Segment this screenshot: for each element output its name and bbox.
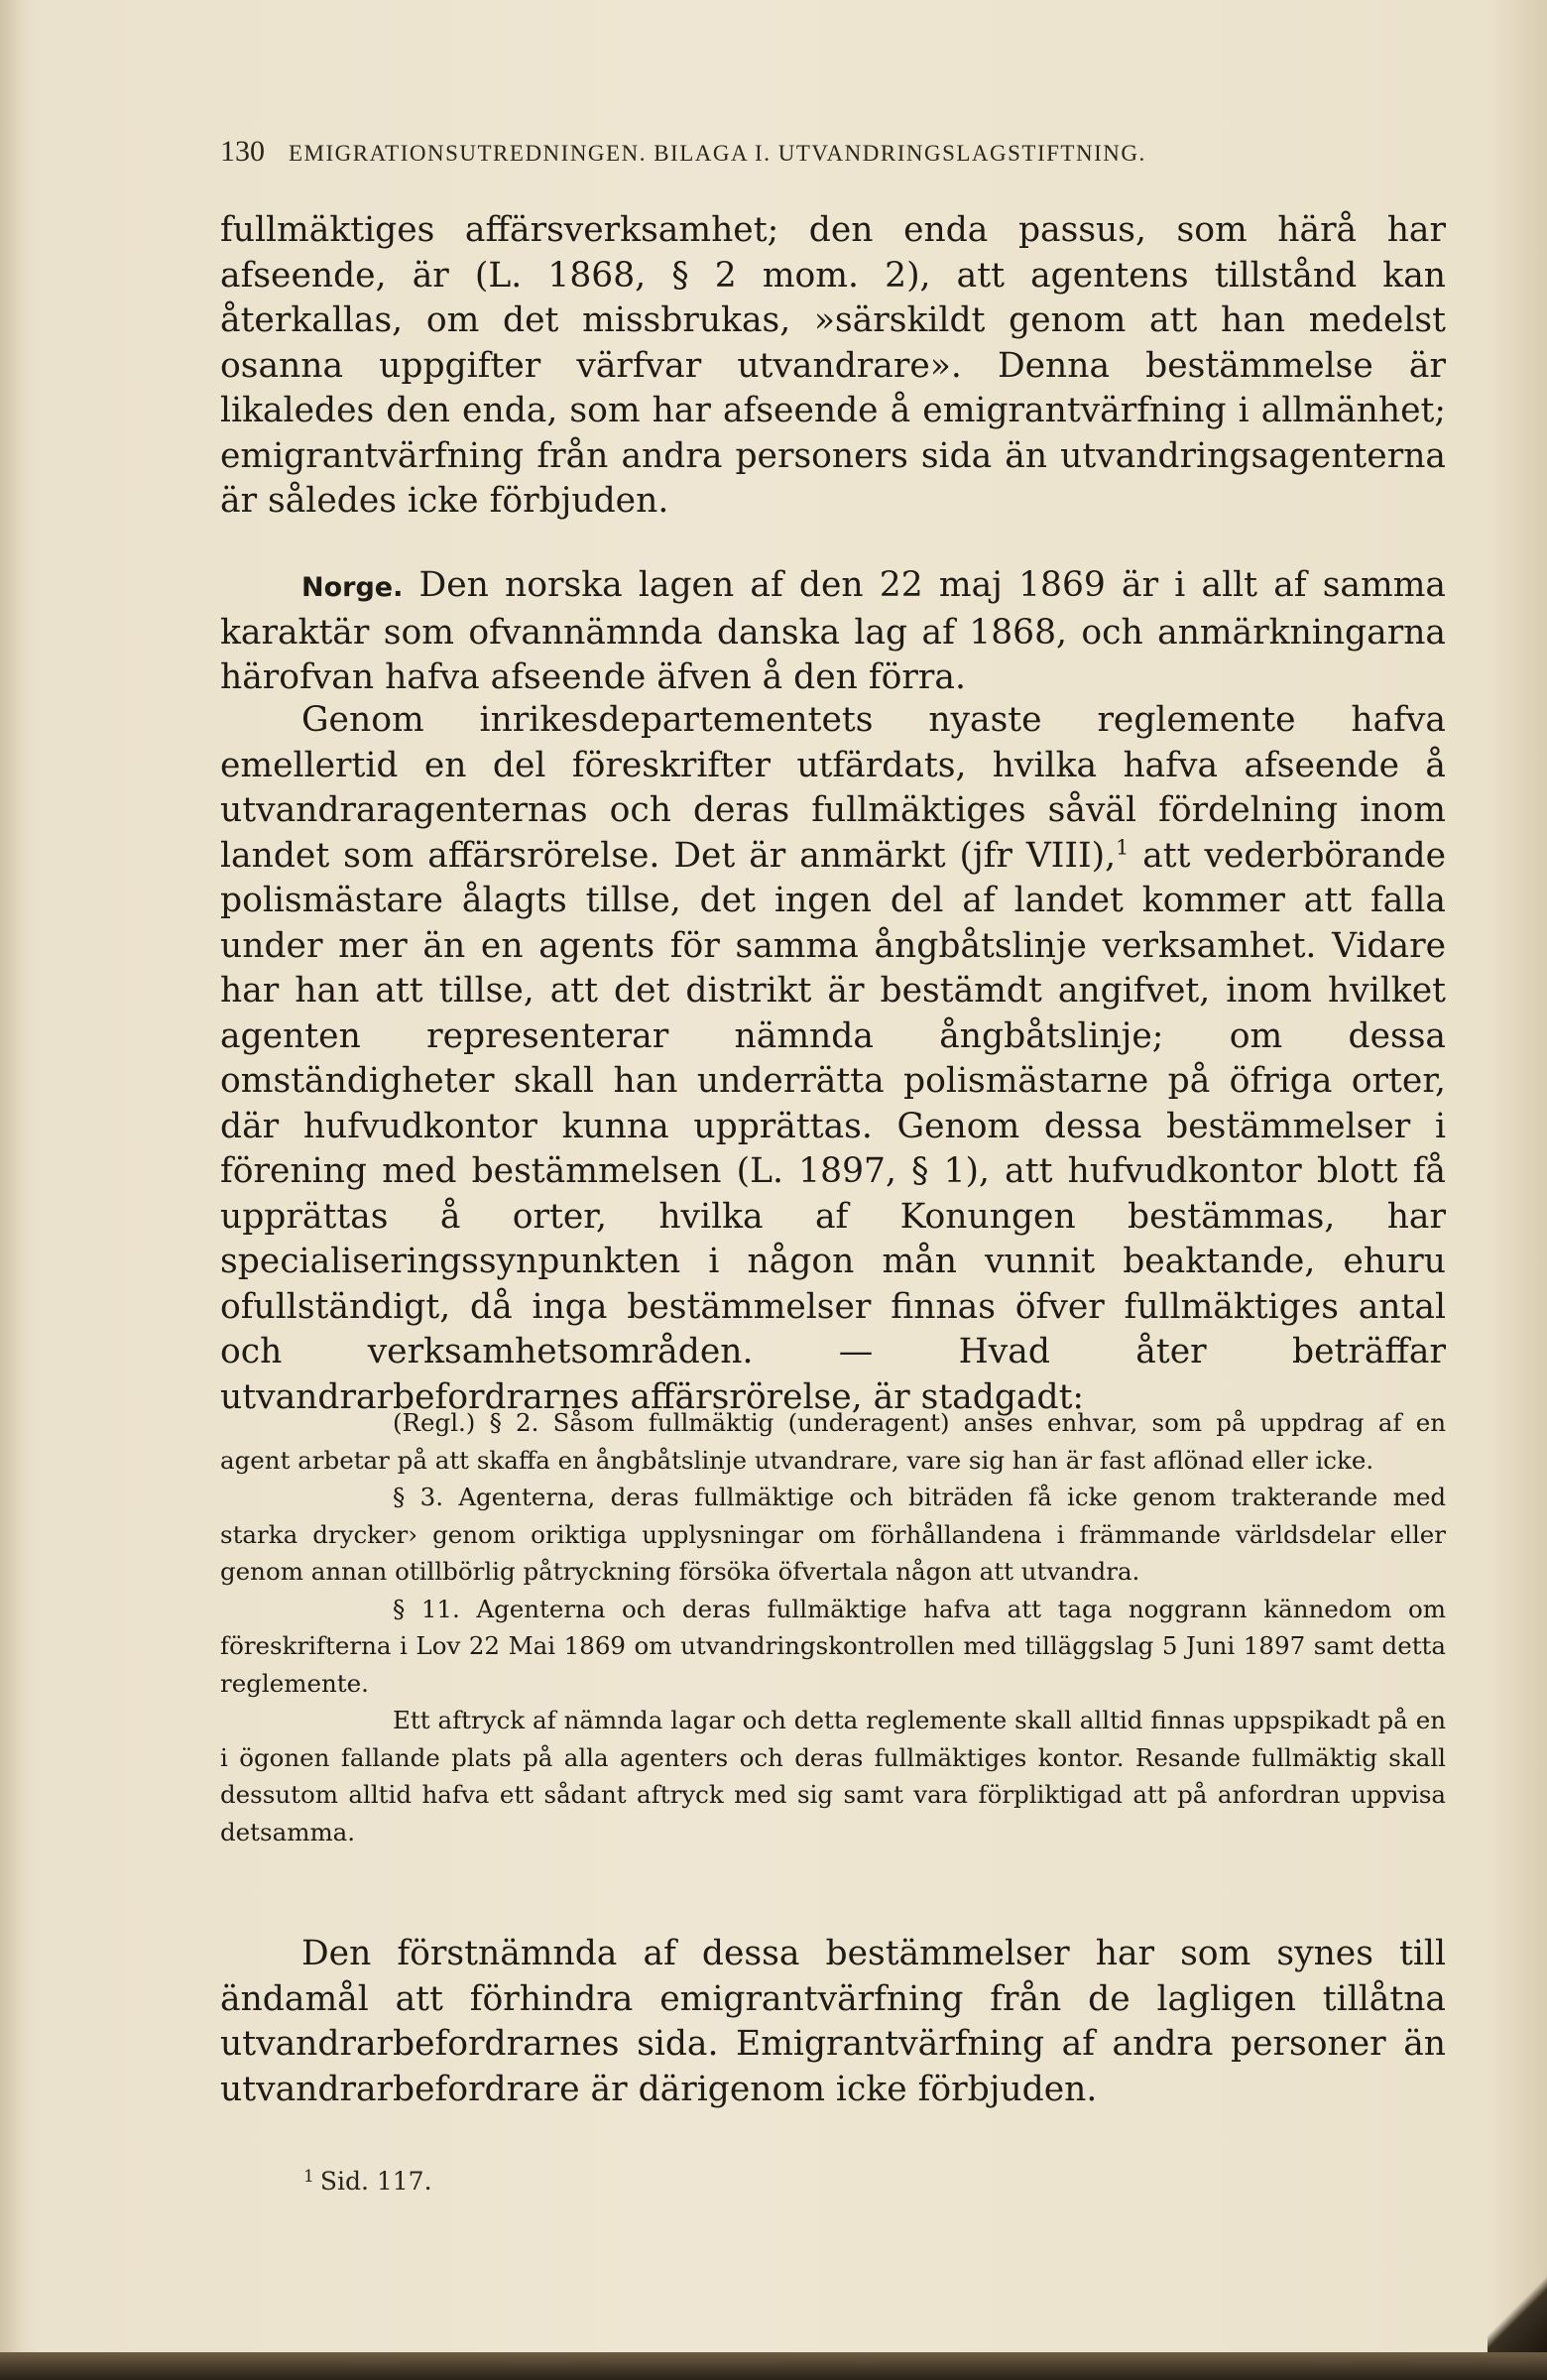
quoted-regulations: [220, 1404, 1446, 1850]
norge-label: Norge.: [301, 572, 404, 603]
footnote-text: Sid. 117.: [319, 2167, 432, 2196]
paragraph-1: fullmäktiges affärsverksamhet; den enda passus, som härå har afseende, är (L. 1868, § 2 mom. 2), att agentens tillstånd kan återkallas, om det missbrukas, »särskildt genom att han medelst osanna uppgifter värfvar utvandrare». Denna bestämmelse är likaledes den enda, som har afseende å emigrantvärfning i allmänhet; emigrantvärfning från andra personers sida än utvandringsagenterna är således icke förbjuden.: [220, 210, 1446, 521]
page-corner-curl: [1488, 2271, 1547, 2354]
book-spine-shadow: [0, 0, 24, 2380]
norge-text: Den norska lagen af den 22 maj 1869 är i allt af samma karaktär som ofvannämnda danska lag af 1868, och anmärkningarna härofvan hafva afseende äfven å den förra.: [220, 565, 1446, 697]
paragraph-4: Den förstnämnda af dessa bestämmelser har som synes till ändamål att förhindra emigrantvärfning från de lagligen tillåtna utvandrarbefordrarnes sida. Emigrantvärfning af andra personer än utvandrarbefordrare är därigenom icke förbjuden.: [220, 1934, 1446, 2109]
page-number: 130: [220, 135, 265, 168]
paragraph-norge: [220, 563, 1446, 701]
footnote-marker: 1: [303, 2167, 314, 2187]
running-head: [220, 135, 1446, 169]
regulation-posting-note: Ett aftryck af nämnda lagar och detta reglemente skall alltid finnas uppspikadt på en i ögonen fallande plats på alla agenters och deras fullmäktiges kontor. Resande fullmäktig skall dessutom alltid hafva ett sådant aftryck med sig samt vara förpliktigad att på anfordran uppvisa detsamma.: [220, 1706, 1446, 1846]
regulation-section-11: § 11. Agenterna och deras fullmäktige hafva att taga noggrann kännedom om föreskrifterna i Lov 22 Mai 1869 om utvandringskontrollen med tilläggslag 5 Juni 1897 samt detta reglemente.: [220, 1594, 1446, 1698]
bottom-edge-shadow: [0, 2352, 1547, 2380]
regulation-section-2: (Regl.) § 2. Såsom fullmäktig (underagent) anses enhvar, som på uppdrag af en agent arbetar på att skaffa en ångbåtslinje utvandrare, vare sig han är fast aflönad eller icke.: [220, 1408, 1446, 1475]
footnote-ref: 1: [1116, 835, 1130, 859]
paragraph-3-part-a: Genom inrikesdepartementets nyaste reglemente hafva emellertid en del föreskrifter utfärdats, hvilka hafva afseende å utvandraragenternas och deras fullmäktiges såväl fördelning inom landet som affärsrörelse. Det är anmärkt (jfr VIII),: [220, 700, 1446, 876]
footnote: [303, 2167, 432, 2196]
paragraph-3-part-b: att vederbörande polismästare ålagts tillse, det ingen del af landet kommer att falla under mer än en agents för samma ångbåtslinje verksamhet. Vidare har han att tillse, att det distrikt är bestämdt angifvet, inom hvilket agenten representerar nämnda ångbåtslinje; om dessa omständigheter skall han underrätta polismästarne på öfriga orter, där hufvudkontor kunna upprättas. Genom dessa bestämmelser i förening med bestämmelsen (L. 1897, § 1), att hufvudkontor blott få upprättas å orter, hvilka af Konungen bestämmas, har specialiseringssynpunkten i någon mån vunnit beaktande, ehuru ofullständigt, då inga bestämmelser finnas öfver fullmäktiges antal och verksamhetsområden. — Hvad åter beträffar utvandrarbefordrarnes affärsrörelse, är stadgadt:: [220, 835, 1446, 1417]
running-title: EMIGRATIONSUTREDNINGEN. BILAGA I. UTVANDRINGSLAGSTIFTNING.: [289, 141, 1146, 166]
paragraph-3: [220, 698, 1446, 1420]
regulation-section-3: § 3. Agenterna, deras fullmäktige och biträden få icke genom trakterande med starka drycker› genom oriktiga upplysningar om förhållandena i främmande världsdelar eller genom annan otillbörlig påtryckning försöka öfvertala någon att utvandra.: [220, 1483, 1446, 1586]
